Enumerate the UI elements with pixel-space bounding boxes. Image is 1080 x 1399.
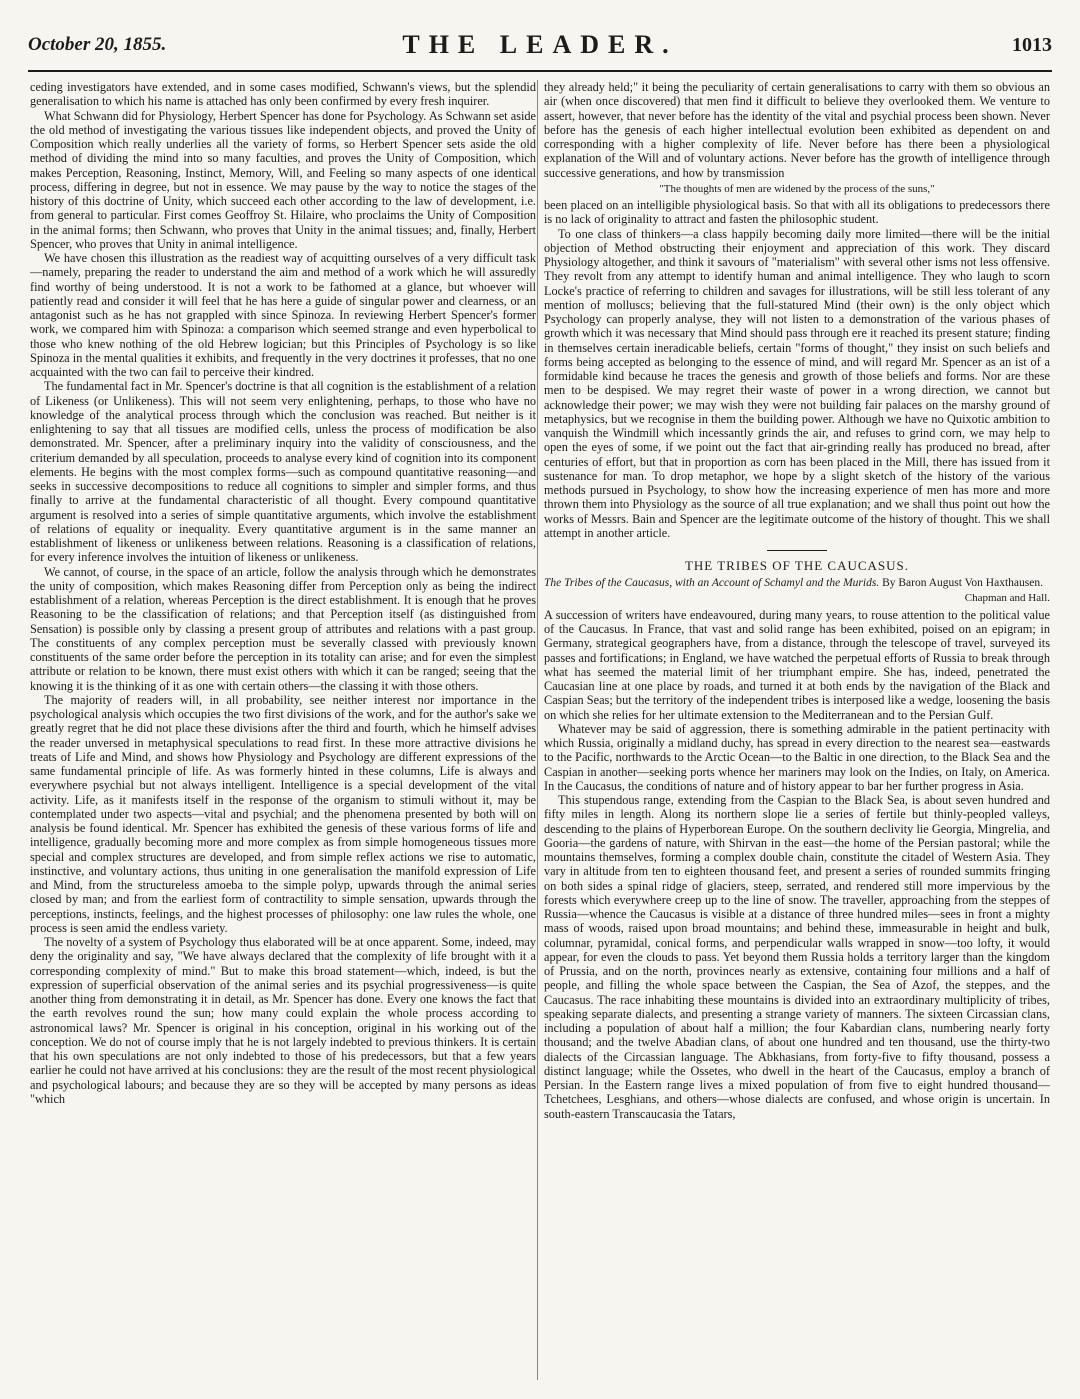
paragraph: We have chosen this illustration as the readiest way of acquitting ourselves of a very difficult task—namely, preparing the reader to understand the aim and method of a work which he will assuredly find worthy of being understood. It is not a work to be fathomed at a glance, but whoever will patiently read and consider it will feel that he has here a guide of singular power and clearness, or an antagonist such as he has not grappled with since Spinoza. In reviewing Herbert Spencer's former work, we compared him with Spinoza: a comparison which seemed strange and even hyperbolical to those who knew nothing of the old Hebrew logician; but this Principles of Psychology is so like Spinoza in the mental qualities it exhibits, and frequently in the very doctrines it professes, that no one acquainted with the two can fail to perceive their kindred. xyxy=(30,251,536,379)
paragraph: ceding investigators have extended, and in some cases modified, Schwann's views, but the splendid generalisation to which his name is attached has only been confirmed by every fresh inquirer. xyxy=(30,80,536,109)
paragraph: Whatever may be said of aggression, there is something admirable in the patient pertinacity with which Russia, originally a midland duchy, has spread in every direction to the nearest sea—eastwards to the Pacific, northwards to the Arctic Ocean—to the Baltic in one direction, to the Black Sea and the Caspian in another—seeking ports whence her mariners may look on the Indies, on Italy, on America. In the Caucasus, the conditions of nature and of history appear to bar her further progress in Asia. xyxy=(544,721,1050,793)
paragraph: We cannot, of course, in the space of an article, follow the analysis through which he demonstrates the unity of composition, which makes Reasoning differ from Perception only as being the indirect establishment of a relation, whereas Perception is the direct establishment. It is enough that he proves Reasoning to be the classification of relations; and that Perception itself (as distinguished from Sensation) is possible only by classing a present group of attributes and relations with a past group. The constituents of any complex perception must be severally classed with previously known constituents of the same order before the perception in its totality can arise; and for even the simplest attribute or relation to be known, there must exist others with which it can be ranged; seeing that the knowing it is the thinking of it as one with certain others—the classing it with those others. xyxy=(30,564,536,693)
paragraph: The majority of readers will, in all probability, see neither interest nor importance in the psychological analysis which occupies the two first divisions of the work, and for the author's sake we greatly regret that he did not place these divisions after the third and fourth, which he himself advises the reader unversed in metaphysical speculations to read first. In these more attractive divisions he treats of Life and Mind, and shows how Physiology and Psychology are different expressions of the same fundamental principle of life. As was formerly hinted in these columns, Life is always and everywhere psychial but not always intelligent. Intelligence is a special development of the vital activity. Life, as it manifests itself in the response of the organism to stimuli without it, may be contemplated under two aspects—vital and psychial; and the phenomena presented by both will on analysis be found identical. Mr. Spencer has exhibited the genesis of these various forms of life and intelligence, gradually becoming more and more complex as from simple homogeneous tissues more special and complex structures are developed, and from simple reflex actions we rise to automatic, instinctive, and voluntary actions, thus uniting in one generalisation the manifold expression of Life and Mind, from the structureless amoeba to the simple polyp, upwards through the animal series closed by man; and from the earliest form of contractility to simple sensation, upwards through the perceptions, instincts, feelings, and the highest processes of philosophy: one law rules the whole, one process is seen amid the endless variety. xyxy=(30,692,536,935)
masthead xyxy=(28,22,1052,72)
review-heading: THE TRIBES OF THE CAUCASUS. xyxy=(684,558,910,573)
section-divider xyxy=(767,550,827,551)
paragraph: What Schwann did for Physiology, Herbert Spencer has done for Psychology. As Schwann set aside the old method of investigating the various tissues like independent objects, and proved the Unity of Composition which really underlies all the variety of forms, so Herbert Spencer sets aside the old method of dividing the mind into so many faculties, and proves the Unity of Composition, which makes Perception, Reasoning, Instinct, Memory, Will, and Feeling so many aspects of one identical process, differing in degree, but not in essence. We may pause by the way to notice the stages of the history of this doctrine of Unity, which succeed each other according to the law of development, i.e. from general to particular. First comes Geoffroy St. Hilaire, who proclaims the Unity of Composition in the animal forms; then Schwann, who proves that Unity in the animal tissues; and, finally, Herbert Spencer, who proves that Unity in animal intelligence. xyxy=(30,108,536,251)
paragraph: been placed on an intelligible physiological basis. So that with all its obligations to predecessors there is no lack of originality to attract and fasten the philosophic student. xyxy=(544,198,1050,227)
review-book-info xyxy=(544,576,1050,605)
book-author: By Baron August Von Haxthausen. xyxy=(882,577,1043,590)
column-divider xyxy=(537,80,538,1380)
left-column xyxy=(30,80,536,1385)
paragraph: To one class of thinkers—a class happily becoming daily more limited—there will be the initial objection of Method obstructing their enjoyment and appreciation of this work. They discard Physiology altogether, and think it savours of "materialism" with several other isms not less offensive. They revolt from any attempt to identify human and animal intelligence. They who laugh to scorn Locke's practice of referring to children and savages for illustrations, will be still less tolerant of any mention of molluscs; believing that the full-statured Mind (their own) is the only object which Psychology can properly analyse, they will not listen to a demonstration of the various phases of growth which it was necessary that Mind should pass through ere it reached its present stature; finding in themselves certain ineradicable beliefs, certain "forms of thought," they insist on such beliefs and forms being accepted as belonging to the essence of mind, and will regard Mr. Spencer as an ist of a formidable kind because he traces the genesis and growth of those beliefs and forms. Nor are these men to be despised. We may regret their waste of power in a wrong direction, we cannot but acknowledge their power; we may wish they were not building fair palaces on the marshy ground of metaphysics, but we recognise in them the building power. Although we have no Quixotic ambition to vanquish the Windmill which incessantly grinds the air, and refuses to grind corn, we may help to open the eyes of some, if we point out the fact that air-grinding really has produced no bread, after centuries of effort, but that in proportion as corn has been placed in the Mill, there has issued from it sustenance for man. To drop metaphor, we hope by a slight sketch of the history of the various methods pursued in Psychology, to show how the increasing experience of men has more and more thrown them into Physiology as the source of all true explanation; and we shall thus point out how the works of Messrs. Bain and Spencer are the legitimate outcome of the history of thought. This we shall attempt in another article. xyxy=(544,226,1050,540)
book-title: The Tribes of the Caucasus, with an Account of Schamyl and the Murids. xyxy=(544,577,880,590)
paragraph: A succession of writers have endeavoured, during many years, to rouse attention to the political value of the Caucasus. In France, that vast and solid range has been exhibited, poised on an epigram; in Germany, strategical geographers have, from a distance, through the telescope of travel, surveyed its passes and fortifications; in England, we have watched the perpetual efforts of Russia to break through what has seemed the material limit of her triumphant empire. She has, indeed, penetrated the Caucasian line at one place by roads, and turned it at both ends by the navigation of the Black and Caspian Seas; but the territory of the independent tribes is interposed like a wedge, loosening the basis on which she relies for her ultimate extension to the Mediterranean and to the Persian Gulf. xyxy=(544,607,1050,722)
paragraph: This stupendous range, extending from the Caspian to the Black Sea, is about seven hundred and fifty miles in length. Along its northern slope lie a series of fertile but thinly-peopled valleys, descending to the plains of Hyperborean Europe. On the southern declivity lie Georgia, Mingrelia, and Gooria—the gardens of nature, with Shirvan in the east—the home of the Persian pastoral; while the mountains themselves, forming a complex double chain, constitute the citadel of Western Asia. They vary in altitude from ten to eighteen thousand feet, and present a series of rounded summits fringing on both sides a spinal ridge of glaciers, steep, serrated, and rendered still more impervious by the forests which everywhere creep up to the line of snow. The traveller, approaching from the steppes of Russia—whence the Caucasus is visible at a distance of three hundred miles—sees in front a mighty mass of woods, raised upon broad mountains; and behind these, immeasurable in height and bulk, columnar, pyramidal, conical forms, and perpendicular walls wrapped in snow—too lofty, it would appear, for even the clouds to pass. Yet beyond them Russia holds a territory larger than the kingdom of Prussia, and on the north, provinces nearly as extensive, containing four millions and a half of people, and filling the whole space between the Caspian, the Sea of Azof, the steppes, and the Caucasus. The race inhabiting these mountains is divided into an extraordinary multiplicity of tribes, speaking separate dialects, and presenting a strange variety of manners. The sixteen Circassian clans, including a population of about half a million; the four Kabardian clans, numbering nearly forty thousand; and the twelve Abadian clans, of about one hundred and ten thousand, use the thirty-two dialects of the Circassian language. The Abkhasians, from forty-five to fifty thousand, possess a distinct language; while the Ossetes, who dwell in the heart of the Caucasus, employ a branch of Persian. In the Eastern range lives a mixed population of from five to eight hundred thousand—Tchetchees, Lesghians, and others—whose dialects are confused, and whose origin is uncertain. In south-eastern Transcaucasia the Tatars, xyxy=(544,793,1050,1121)
page-number: 1013 xyxy=(1012,34,1052,56)
paragraph: The fundamental fact in Mr. Spencer's doctrine is that all cognition is the establishment of a relation of Likeness (or Unlikeness). This will not seem very enlightening, perhaps, to those who have no knowledge of the analytical process through which the conclusion was reached. But neither is it enlightening to say that all tissues are modified cells, unless the process of modification be also demonstrated. Mr. Spencer, after a preliminary inquiry into the validity of consciousness, and the criterium demanded by all speculation, proceeds to analyse every kind of cognition into its component elements. He begins with the most complex forms—such as compound quantitative reasoning—and seeks in successive decompositions to reduce all cognitions to simpler and simpler forms, and thus finally to arrive at the fundamental characteristic of all thought. Every compound quantitative argument is resolved into a series of simple quantitative arguments, which involve the establishment of relations of equality or inequality. Every quantitative argument is in the same manner an establishment of likeness or unlikeness between relations. Reasoning is a classification of relations, for every inference involves the intuition of likeness or unlikeness. xyxy=(30,379,536,565)
paragraph: The novelty of a system of Psychology thus elaborated will be at once apparent. Some, indeed, may deny the originality and say, "We have always declared that the complexity of life brought with it a corresponding complexity of mind." But to make this broad statement—which, indeed, is but the expression of superficial observation of the animal series and its psychial progressiveness—is quite another thing from demonstrating it in detail, as Mr. Spencer has done. Every one knows the fact that the earth revolves round the sun; how many could explain the whole process according to astronomical laws? Mr. Spencer is original in his conception, original in his working out of the conception. We do not of course imply that he is not largely indebted to previous thinkers. It is certain that his own speculations are not only indebted to those of his predecessors, but that a few years earlier he could not have arrived at his conclusions: they are the result of the most recent physiological and psychological labours; and because they are so they will be accepted by many persons as ideas "which xyxy=(30,935,536,1106)
newspaper-title: THE LEADER. xyxy=(402,30,678,59)
book-publisher: Chapman and Hall. xyxy=(964,591,1050,604)
right-column xyxy=(544,80,1050,1385)
paragraph: they already held;" it being the peculiarity of certain generalisations to carry with them so obvious an air (when once discovered) that men find it difficult to believe they overlooked them. We venture to assert, however, that never before has the identity of the vital and psychial process been shown. Never before has the genesis of each higher intellectual evolution been exhibited as dependent on and corresponding with a higher complexity of life. Never before has there been a physiological explanation of the Will and of voluntary actions. Never before has the growth of intelligence through successive generations, and how by transmission xyxy=(544,80,1050,180)
quotation: "The thoughts of men are widened by the process of the suns," xyxy=(659,182,935,195)
issue-date: October 20, 1855. xyxy=(28,34,167,55)
